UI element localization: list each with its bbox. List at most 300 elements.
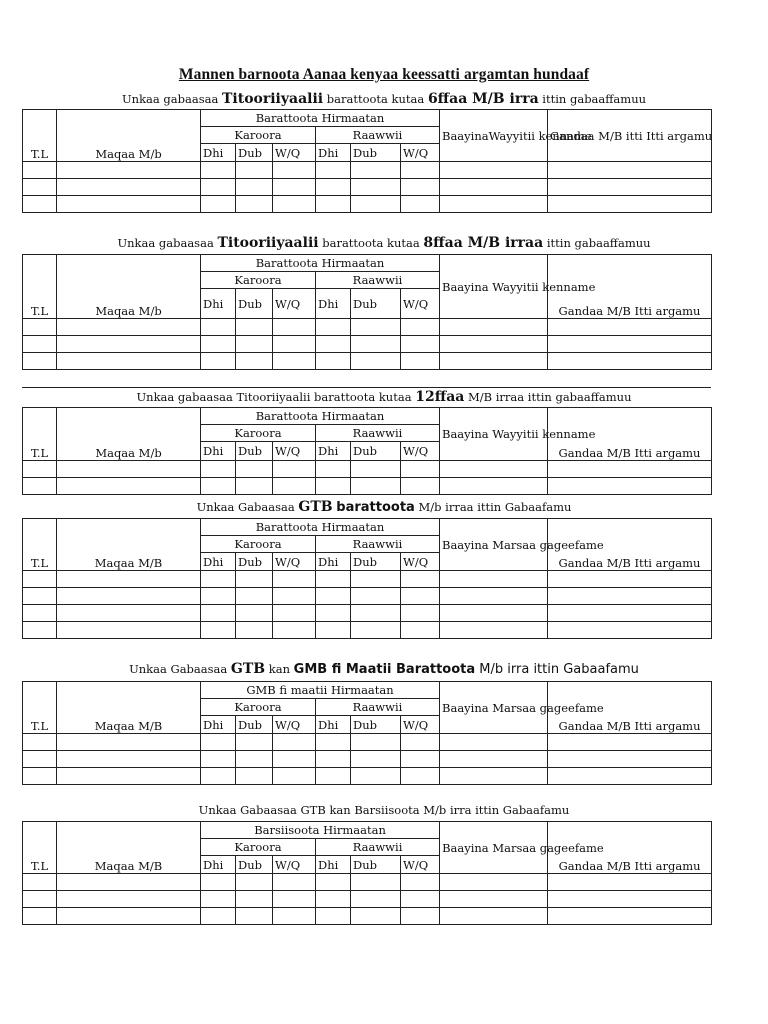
table-cell[interactable] xyxy=(316,196,351,213)
header-count: Baayina Wayyitii kenname xyxy=(440,408,548,461)
table-cell[interactable] xyxy=(401,908,440,925)
table-cell[interactable] xyxy=(236,478,273,495)
table-cell[interactable] xyxy=(440,196,548,213)
table-cell[interactable] xyxy=(201,588,236,605)
table-cell[interactable] xyxy=(440,874,548,891)
header-total: W/Q xyxy=(401,144,440,162)
table-cell[interactable] xyxy=(316,605,351,622)
table-cell[interactable] xyxy=(401,179,440,196)
table-cell[interactable] xyxy=(401,622,440,639)
table-cell[interactable] xyxy=(236,734,273,751)
header-total: W/Q xyxy=(273,716,316,734)
table-cell[interactable] xyxy=(401,478,440,495)
table-cell[interactable] xyxy=(316,751,351,768)
caption-text: barattoota kutaa xyxy=(318,236,424,250)
table-row xyxy=(23,319,712,336)
header-male: Dhi xyxy=(316,289,351,319)
table-cell[interactable] xyxy=(23,319,57,336)
table-cell[interactable] xyxy=(440,605,548,622)
table-cell[interactable] xyxy=(236,196,273,213)
caption-text: barattoota xyxy=(336,500,415,515)
header-school-name: Maqaa M/b xyxy=(57,110,201,162)
caption-text: GMB fi Maatii Barattoota xyxy=(293,662,476,677)
table-cell[interactable] xyxy=(236,588,273,605)
table-cell[interactable] xyxy=(548,461,712,478)
header-participants: Barattoota Hirmaatan xyxy=(201,110,440,127)
header-total: W/Q xyxy=(401,442,440,461)
header-actual: Raawwii xyxy=(316,425,440,442)
section-caption xyxy=(0,389,768,405)
header-female: Dub xyxy=(236,442,273,461)
table-cell[interactable] xyxy=(316,874,351,891)
table-cell[interactable] xyxy=(440,588,548,605)
table-cell[interactable] xyxy=(401,588,440,605)
header-female: Dub xyxy=(351,716,401,734)
section-caption xyxy=(0,499,768,515)
caption-text: ittin gabaaffamuu xyxy=(543,236,651,250)
table-cell[interactable] xyxy=(548,605,712,622)
table-cell[interactable] xyxy=(57,751,201,768)
table-row xyxy=(23,891,712,908)
header-total: W/Q xyxy=(273,289,316,319)
table-cell[interactable] xyxy=(201,353,236,370)
header-total: W/Q xyxy=(401,856,440,874)
header-male: Dhi xyxy=(201,289,236,319)
table-cell[interactable] xyxy=(316,571,351,588)
table-cell[interactable] xyxy=(201,478,236,495)
table-cell[interactable] xyxy=(548,734,712,751)
table-cell[interactable] xyxy=(201,622,236,639)
table-cell[interactable] xyxy=(548,478,712,495)
caption-text: barattoota kutaa xyxy=(323,92,428,106)
section-caption xyxy=(0,661,768,677)
header-tl: T.L xyxy=(23,519,57,571)
table-cell[interactable] xyxy=(23,734,57,751)
table-cell[interactable] xyxy=(440,336,548,353)
header-male: Dhi xyxy=(201,856,236,874)
table-cell[interactable] xyxy=(23,751,57,768)
header-tl: T.L xyxy=(23,822,57,874)
caption-text: ittin gabaaffamuu xyxy=(538,92,647,106)
header-female: Dub xyxy=(236,144,273,162)
table-cell[interactable] xyxy=(548,179,712,196)
header-male: Dhi xyxy=(201,144,236,162)
table-cell[interactable] xyxy=(351,571,401,588)
table-cell[interactable] xyxy=(440,571,548,588)
table-cell[interactable] xyxy=(57,588,201,605)
table-cell[interactable] xyxy=(57,571,201,588)
header-plan: Karoora xyxy=(201,536,316,553)
table-cell[interactable] xyxy=(351,588,401,605)
table-cell[interactable] xyxy=(236,908,273,925)
table-cell[interactable] xyxy=(236,461,273,478)
table-cell[interactable] xyxy=(548,571,712,588)
table-cell[interactable] xyxy=(548,336,712,353)
table-cell[interactable] xyxy=(57,353,201,370)
table-cell[interactable] xyxy=(351,196,401,213)
table-cell[interactable] xyxy=(316,162,351,179)
report-table xyxy=(22,109,712,213)
table-cell[interactable] xyxy=(201,336,236,353)
table-cell[interactable] xyxy=(273,461,316,478)
table-cell[interactable] xyxy=(57,461,201,478)
header-female: Dub xyxy=(236,856,273,874)
table-cell[interactable] xyxy=(440,734,548,751)
report-table xyxy=(22,407,712,495)
table-cell[interactable] xyxy=(401,768,440,785)
table-cell[interactable] xyxy=(57,622,201,639)
table-cell[interactable] xyxy=(401,734,440,751)
header-male: Dhi xyxy=(316,716,351,734)
header-male: Dhi xyxy=(316,442,351,461)
header-total: W/Q xyxy=(273,144,316,162)
table-cell[interactable] xyxy=(401,571,440,588)
table-cell[interactable] xyxy=(23,768,57,785)
table-cell[interactable] xyxy=(57,605,201,622)
table-cell[interactable] xyxy=(548,891,712,908)
table-cell[interactable] xyxy=(201,734,236,751)
table-cell[interactable] xyxy=(273,751,316,768)
table-cell[interactable] xyxy=(273,588,316,605)
table-cell[interactable] xyxy=(201,571,236,588)
table-cell[interactable] xyxy=(23,908,57,925)
table-cell[interactable] xyxy=(57,768,201,785)
table-cell[interactable] xyxy=(351,605,401,622)
table-cell[interactable] xyxy=(316,588,351,605)
header-actual: Raawwii xyxy=(316,536,440,553)
report-table xyxy=(22,254,712,370)
table-cell[interactable] xyxy=(401,319,440,336)
table-cell[interactable] xyxy=(316,353,351,370)
table-cell[interactable] xyxy=(57,734,201,751)
table-cell[interactable] xyxy=(201,605,236,622)
table-cell[interactable] xyxy=(273,571,316,588)
header-male: Dhi xyxy=(316,553,351,571)
caption-text: GTB xyxy=(298,499,333,515)
header-female: Dub xyxy=(236,553,273,571)
header-location: Gandaa M/B Itti argamu xyxy=(548,519,712,571)
table-cell[interactable] xyxy=(316,461,351,478)
table-cell[interactable] xyxy=(548,319,712,336)
caption-text: Unkaa gabaasaa xyxy=(117,236,218,250)
table-cell[interactable] xyxy=(548,874,712,891)
caption-text: M/b irraa ittin Gabaafamu xyxy=(414,500,572,514)
table-cell[interactable] xyxy=(236,622,273,639)
caption-text: Titooriiyaalii xyxy=(217,235,319,251)
caption-text: kan xyxy=(265,662,294,676)
table-cell[interactable] xyxy=(548,588,712,605)
table-row xyxy=(23,588,712,605)
header-plan: Karoora xyxy=(201,839,316,856)
table-cell[interactable] xyxy=(201,162,236,179)
table-cell[interactable] xyxy=(351,162,401,179)
header-plan: Karoora xyxy=(201,425,316,442)
table-cell[interactable] xyxy=(57,336,201,353)
header-location: Gandaa M/B Itti argamu xyxy=(548,822,712,874)
table-row xyxy=(23,461,712,478)
header-school-name: Maqaa M/B xyxy=(57,682,201,734)
header-actual: Raawwii xyxy=(316,699,440,716)
table-cell[interactable] xyxy=(401,461,440,478)
table-cell[interactable] xyxy=(273,319,316,336)
table-cell[interactable] xyxy=(273,179,316,196)
table-cell[interactable] xyxy=(351,478,401,495)
table-cell[interactable] xyxy=(57,478,201,495)
header-total: W/Q xyxy=(401,716,440,734)
table-cell[interactable] xyxy=(273,891,316,908)
header-female: Dub xyxy=(351,442,401,461)
header-tl: T.L xyxy=(23,682,57,734)
table-cell[interactable] xyxy=(273,353,316,370)
table-cell[interactable] xyxy=(440,891,548,908)
table-cell[interactable] xyxy=(316,478,351,495)
table-cell[interactable] xyxy=(440,162,548,179)
table-cell[interactable] xyxy=(23,336,57,353)
table-cell[interactable] xyxy=(273,908,316,925)
header-school-name: Maqaa M/B xyxy=(57,822,201,874)
table-cell[interactable] xyxy=(57,908,201,925)
table-row xyxy=(23,622,712,639)
table-row xyxy=(23,874,712,891)
header-male: Dhi xyxy=(316,856,351,874)
header-female: Dub xyxy=(351,144,401,162)
header-location: Gandaa M/B Itti argamu xyxy=(548,255,712,319)
table-cell[interactable] xyxy=(236,179,273,196)
table-cell[interactable] xyxy=(57,874,201,891)
table-cell[interactable] xyxy=(236,874,273,891)
table-cell[interactable] xyxy=(401,605,440,622)
section-caption xyxy=(0,803,768,817)
caption-text: Unkaa Gabaasaa GTB kan Barsiisoota M/b irra ittin Gabaafamu xyxy=(198,803,570,817)
table-cell[interactable] xyxy=(273,336,316,353)
table-cell[interactable] xyxy=(201,874,236,891)
caption-text: M/B irraa ittin gabaaffamuu xyxy=(464,390,632,404)
table-cell[interactable] xyxy=(351,908,401,925)
table-cell[interactable] xyxy=(351,768,401,785)
header-school-name: Maqaa M/B xyxy=(57,519,201,571)
table-cell[interactable] xyxy=(351,891,401,908)
header-total: W/Q xyxy=(401,289,440,319)
caption-text: Unkaa Gabaasaa xyxy=(129,662,231,676)
table-cell[interactable] xyxy=(548,768,712,785)
table-cell[interactable] xyxy=(316,319,351,336)
header-female: Dub xyxy=(351,553,401,571)
header-total: W/Q xyxy=(273,553,316,571)
table-cell[interactable] xyxy=(316,336,351,353)
report-table xyxy=(22,518,712,639)
table-row xyxy=(23,179,712,196)
table-cell[interactable] xyxy=(23,162,57,179)
header-total: W/Q xyxy=(273,856,316,874)
table-cell[interactable] xyxy=(23,874,57,891)
caption-text: 8ffaa M/B irraa xyxy=(423,235,544,251)
table-cell[interactable] xyxy=(201,461,236,478)
header-plan: Karoora xyxy=(201,699,316,716)
caption-text: Unkaa gabaasaa Titooriiyaalii barattoota kutaa xyxy=(136,390,416,404)
table-cell[interactable] xyxy=(401,196,440,213)
table-cell[interactable] xyxy=(548,622,712,639)
table-cell[interactable] xyxy=(351,461,401,478)
table-cell[interactable] xyxy=(316,734,351,751)
table-cell[interactable] xyxy=(316,768,351,785)
header-tl: T.L xyxy=(23,255,57,319)
table-cell[interactable] xyxy=(351,179,401,196)
table-cell[interactable] xyxy=(23,478,57,495)
divider xyxy=(22,387,711,388)
section-caption xyxy=(0,91,768,107)
table-row xyxy=(23,336,712,353)
table-cell[interactable] xyxy=(201,751,236,768)
header-male: Dhi xyxy=(201,442,236,461)
table-cell[interactable] xyxy=(440,622,548,639)
table-cell[interactable] xyxy=(236,768,273,785)
table-cell[interactable] xyxy=(351,353,401,370)
header-male: Dhi xyxy=(316,144,351,162)
header-participants: GMB fi maatii Hirmaatan xyxy=(201,682,440,699)
table-cell[interactable] xyxy=(201,891,236,908)
table-row xyxy=(23,605,712,622)
table-cell[interactable] xyxy=(201,319,236,336)
header-count: Baayina Wayyitii kenname xyxy=(440,255,548,319)
table-cell[interactable] xyxy=(401,891,440,908)
report-table xyxy=(22,821,712,925)
table-cell[interactable] xyxy=(236,571,273,588)
table-cell[interactable] xyxy=(351,336,401,353)
table-cell[interactable] xyxy=(236,605,273,622)
table-cell[interactable] xyxy=(548,196,712,213)
table-cell[interactable] xyxy=(316,622,351,639)
table-row xyxy=(23,353,712,370)
caption-text: 6ffaa M/B irra xyxy=(427,91,539,107)
table-cell[interactable] xyxy=(201,179,236,196)
table-cell[interactable] xyxy=(316,891,351,908)
header-participants: Barattoota Hirmaatan xyxy=(201,519,440,536)
table-cell[interactable] xyxy=(401,353,440,370)
table-row xyxy=(23,478,712,495)
header-count: Baayina Marsaa gageefame xyxy=(440,519,548,571)
table-cell[interactable] xyxy=(23,571,57,588)
table-cell[interactable] xyxy=(440,179,548,196)
header-female: Dub xyxy=(351,856,401,874)
caption-text: GTB xyxy=(230,661,266,677)
header-tl: T.L xyxy=(23,408,57,461)
caption-text: 12ffaa xyxy=(415,389,465,405)
header-count: Baayina Marsaa gageefame xyxy=(440,682,548,734)
table-cell[interactable] xyxy=(236,319,273,336)
header-actual: Raawwii xyxy=(316,839,440,856)
table-cell[interactable] xyxy=(351,622,401,639)
table-cell[interactable] xyxy=(548,908,712,925)
header-male: Dhi xyxy=(201,553,236,571)
table-cell[interactable] xyxy=(440,461,548,478)
header-female: Dub xyxy=(351,289,401,319)
table-cell[interactable] xyxy=(201,196,236,213)
table-cell[interactable] xyxy=(23,891,57,908)
table-cell[interactable] xyxy=(57,319,201,336)
table-cell[interactable] xyxy=(440,478,548,495)
table-cell[interactable] xyxy=(201,908,236,925)
table-cell[interactable] xyxy=(351,319,401,336)
caption-text: Unkaa gabaasaa xyxy=(121,92,222,106)
header-actual: Raawwii xyxy=(316,272,440,289)
header-total: W/Q xyxy=(401,553,440,571)
table-row xyxy=(23,768,712,785)
table-cell[interactable] xyxy=(440,353,548,370)
table-cell[interactable] xyxy=(316,179,351,196)
table-cell[interactable] xyxy=(273,874,316,891)
table-cell[interactable] xyxy=(440,908,548,925)
header-school-name: Maqaa M/b xyxy=(57,408,201,461)
header-school-name: Maqaa M/b xyxy=(57,255,201,319)
header-participants: Barsiisoota Hirmaatan xyxy=(201,822,440,839)
table-cell[interactable] xyxy=(57,162,201,179)
table-row xyxy=(23,751,712,768)
table-cell[interactable] xyxy=(401,751,440,768)
header-actual: Raawwii xyxy=(316,127,440,144)
table-cell[interactable] xyxy=(401,162,440,179)
table-cell[interactable] xyxy=(236,162,273,179)
table-cell[interactable] xyxy=(440,768,548,785)
table-cell[interactable] xyxy=(23,605,57,622)
document-title: Mannen barnoota Aanaa kenyaa keessatti argamtan hundaaf xyxy=(178,66,590,83)
table-cell[interactable] xyxy=(201,768,236,785)
table-cell[interactable] xyxy=(351,751,401,768)
table-cell[interactable] xyxy=(273,196,316,213)
table-cell[interactable] xyxy=(548,162,712,179)
caption-text: M/b irra ittin Gabaafamu xyxy=(475,662,639,677)
table-cell[interactable] xyxy=(236,336,273,353)
report-table xyxy=(22,681,712,785)
table-cell[interactable] xyxy=(401,336,440,353)
table-cell[interactable] xyxy=(273,605,316,622)
table-cell[interactable] xyxy=(57,179,201,196)
table-cell[interactable] xyxy=(440,751,548,768)
section-caption xyxy=(0,235,768,251)
table-cell[interactable] xyxy=(23,622,57,639)
table-cell[interactable] xyxy=(548,751,712,768)
caption-text: Unkaa Gabaasaa xyxy=(196,500,299,514)
table-cell[interactable] xyxy=(23,196,57,213)
header-count: Baayina Marsaa gageefame xyxy=(440,822,548,874)
caption-text: Titooriiyaalii xyxy=(221,91,324,107)
table-cell[interactable] xyxy=(440,319,548,336)
table-cell[interactable] xyxy=(236,751,273,768)
table-cell[interactable] xyxy=(351,874,401,891)
table-cell[interactable] xyxy=(57,891,201,908)
table-cell[interactable] xyxy=(273,478,316,495)
table-row xyxy=(23,162,712,179)
table-cell[interactable] xyxy=(236,353,273,370)
table-cell[interactable] xyxy=(273,734,316,751)
table-cell[interactable] xyxy=(273,162,316,179)
table-row xyxy=(23,571,712,588)
table-cell[interactable] xyxy=(316,908,351,925)
table-cell[interactable] xyxy=(273,622,316,639)
table-cell[interactable] xyxy=(351,734,401,751)
table-cell[interactable] xyxy=(548,353,712,370)
table-cell[interactable] xyxy=(23,353,57,370)
table-cell[interactable] xyxy=(23,461,57,478)
table-cell[interactable] xyxy=(273,768,316,785)
table-cell[interactable] xyxy=(23,588,57,605)
header-location: Gandaa M/B Itti argamu xyxy=(548,682,712,734)
header-participants: Barattoota Hirmaatan xyxy=(201,255,440,272)
table-cell[interactable] xyxy=(236,891,273,908)
table-cell[interactable] xyxy=(401,874,440,891)
table-cell[interactable] xyxy=(23,179,57,196)
table-row xyxy=(23,908,712,925)
table-cell[interactable] xyxy=(57,196,201,213)
